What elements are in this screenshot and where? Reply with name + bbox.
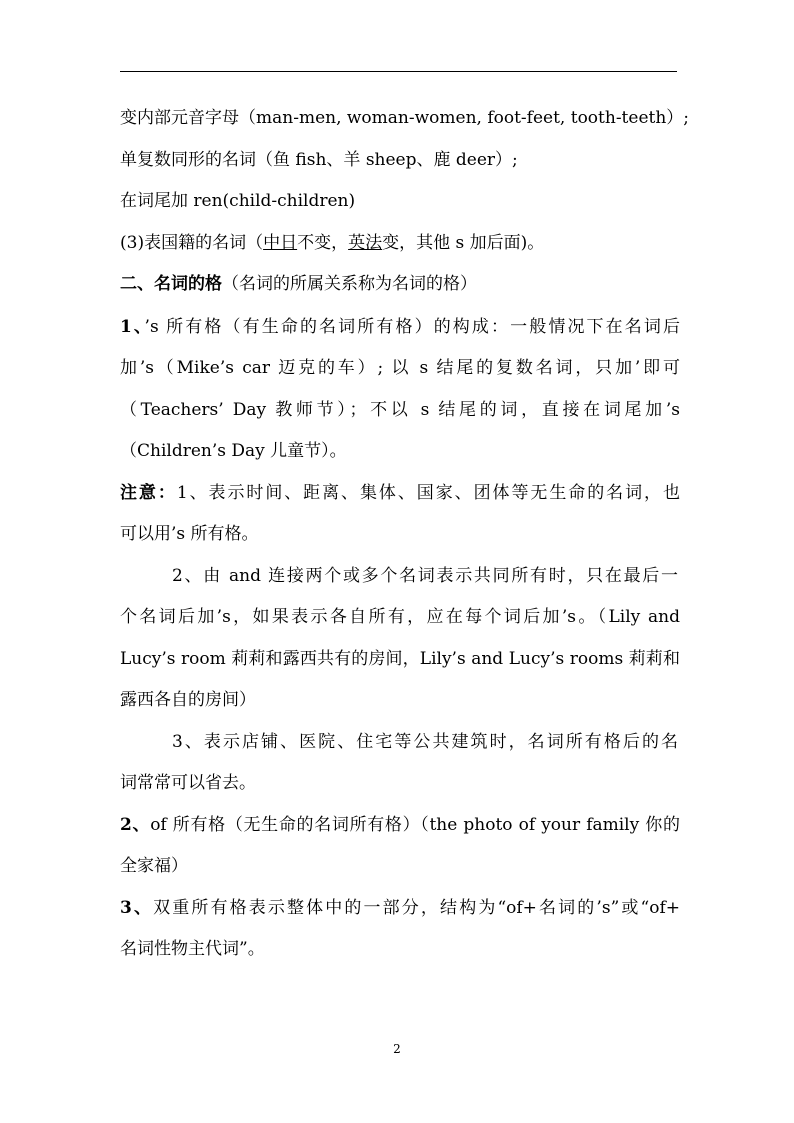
text-line-note-2: 2、由 and 连接两个或多个名词表示共同所有时，只在最后一	[172, 566, 678, 586]
text-line-note-2-cont-c: 露西各自的房间）	[120, 690, 256, 710]
note-label: 注意：	[120, 483, 177, 503]
section-heading-case	[120, 273, 680, 295]
nationality-underlined-zhongri: 中日	[263, 233, 298, 253]
header-rule	[120, 71, 677, 72]
text-line-note-3: 3、表示店铺、医院、住宅等公共建筑时，名词所有格后的名	[172, 732, 678, 752]
text-line-possessive-4: （Children’s Day 儿童节）。	[120, 441, 347, 461]
text-line-note-2-cont-b: Lucy’s room 莉莉和露西共有的房间，Lily’s and Lucy’s rooms 莉莉和	[120, 649, 680, 669]
item-number-1: 1、	[120, 317, 145, 337]
nationality-underlined-yingfa: 英法	[348, 233, 383, 253]
possessive-1-text: ’s 所有格（有生命的名词所有格）的构成：一般情况下在名词后	[144, 317, 680, 337]
text-line-possessive-3: （Teachers’ Day 教师节）；不以 s 结尾的词，直接在词尾加’s	[120, 400, 680, 420]
item-number-3: 3、	[120, 898, 154, 918]
of-possessive-text: of 所有格（无生命的名词所有格）（the photo of your family 你的	[150, 815, 680, 835]
double-possessive-text: 双重所有格表示整体中的一部分，结构为“of+名词的’s”或“of+	[153, 898, 680, 918]
text-line-note-3-cont: 词常常可以省去。	[120, 773, 256, 793]
section-heading-title: 二、名词的格	[120, 274, 222, 294]
text-line-of-possessive	[120, 814, 680, 836]
text-line-same-form: 单复数同形的名词（鱼 fish、羊 sheep、鹿 deer）;	[120, 150, 518, 170]
text-line-nationality	[120, 232, 680, 254]
text-line-possessive-1	[120, 316, 680, 338]
text-line-double-possessive	[120, 897, 680, 919]
text-line-double-possessive-cont: 名词性物主代词”。	[120, 939, 265, 959]
nationality-text-e: 变，其他 s 加后面)。	[382, 233, 545, 253]
text-line-note-2-cont-a: 个名词后加’s，如果表示各自所有，应在每个词后加’s。（Lily and	[120, 607, 680, 627]
text-line-note-1	[120, 482, 680, 504]
page-number: 2	[393, 1042, 401, 1056]
text-line-ren-suffix: 在词尾加 ren(child-children)	[120, 191, 356, 211]
nationality-text-a: (3)表国籍的名词（	[120, 233, 264, 253]
text-line-note-1-cont: 可以用’s 所有格。	[120, 524, 259, 544]
text-line-possessive-2: 加’s（Mike’s car 迈克的车）; 以 s 结尾的复数名词，只加’即可	[120, 358, 680, 378]
text-line-irregular-vowel: 变内部元音字母（man-men, woman-women, foot-feet, tooth-teeth）;	[120, 108, 690, 128]
note-1-text: 1、表示时间、距离、集体、国家、团体等无生命的名词，也	[176, 483, 680, 503]
section-heading-note: （名词的所属关系称为名词的格）	[222, 274, 477, 294]
nationality-text-c: 不变，	[297, 233, 349, 253]
text-line-of-possessive-cont: 全家福）	[120, 856, 188, 876]
item-number-2: 2、	[120, 815, 151, 835]
